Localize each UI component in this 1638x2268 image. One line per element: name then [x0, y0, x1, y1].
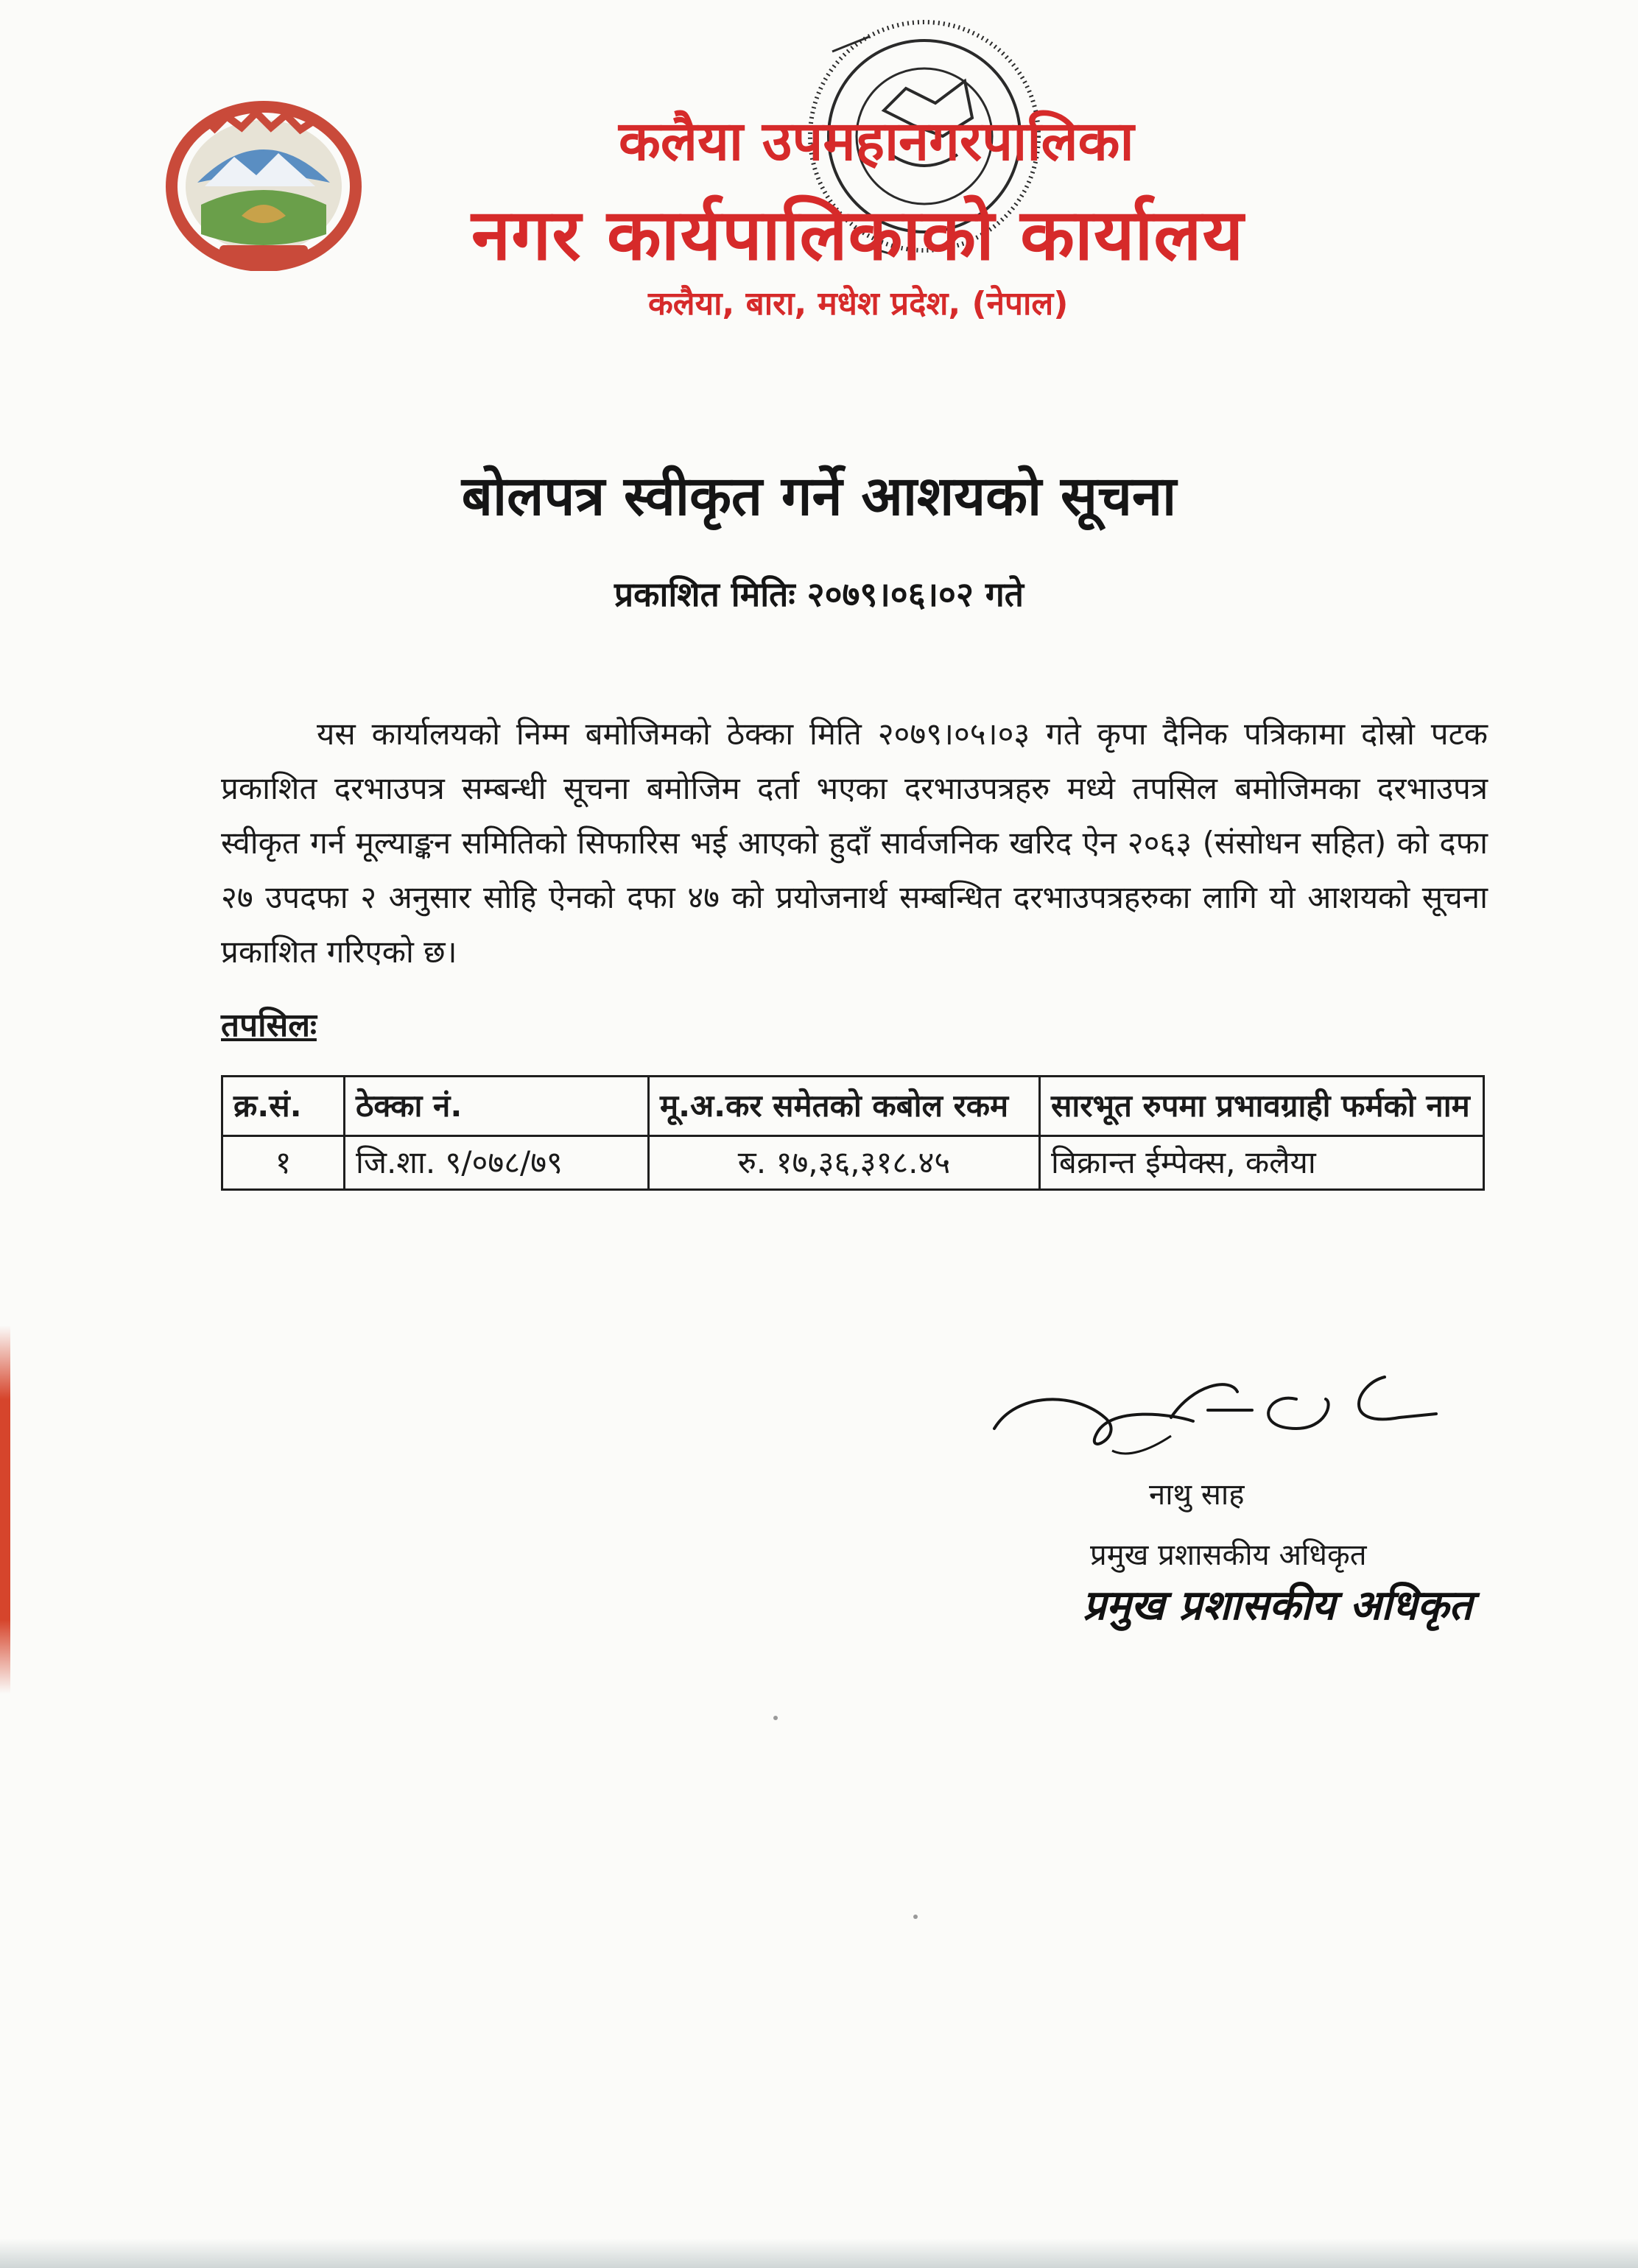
nepal-emblem-logo	[161, 87, 367, 271]
header-serial-number: क्र.सं.	[222, 1077, 345, 1136]
signer-name: नाथु साह	[1149, 1478, 1245, 1512]
paper-speck	[913, 1915, 918, 1919]
header-contract-number: ठेक्का नं.	[345, 1077, 649, 1136]
details-table	[221, 1075, 1485, 1191]
table-header-row	[222, 1077, 1484, 1136]
table-row	[222, 1136, 1484, 1190]
cell-contract-number: जि.शा. ९/०७८/७९	[345, 1136, 649, 1190]
cell-serial-number: १	[222, 1136, 345, 1190]
header-firm-name: सारभूत रुपमा प्रभावग्राही फर्मको नाम	[1040, 1077, 1484, 1136]
page-edge-shadow	[0, 1325, 10, 1694]
office-address: कलैया, बारा, मधेश प्रदेश, (नेपाल)	[648, 285, 1069, 323]
handwritten-signature	[987, 1348, 1444, 1465]
notice-title: बोलपत्र स्वीकृत गर्ने आशयको सूचना	[461, 465, 1177, 528]
header-bid-amount: मू.अ.कर समेतको कबोल रकम	[649, 1077, 1040, 1136]
notice-body-paragraph: यस कार्यालयको निम्म बमोजिमको ठेक्का मिति २०७९।०५।०३ गते कृपा दैनिक पत्रिकामा दोस्रो पटक प्रकाशित दरभाउपत्र सम्बन्धी सूचना बमोजिम दर्ता भएका दरभाउपत्रहरु मध्ये तपसिल बमोजिमका दरभाउपत्र स्वीकृत गर्न मूल्याङ्कन समितिको सिफारिस भई आएको हुदाँ सार्वजनिक खरिद ऐन २०६३ (संसोधन सहित) को दफा २७ उपदफा २ अनुसार सोहि ऐनको दफा ४७ को प्रयोजनार्थ सम्बन्धित दरभाउपत्रहरुका लागि यो आशयको सूचना प्रकाशित गरिएको छ।	[221, 716, 1488, 970]
page-bottom-edge	[0, 2239, 1638, 2268]
designation-rubber-stamp: प्रमुख प्रशासकीय अधिकृत	[1083, 1582, 1473, 1630]
cell-bid-amount: रु. १७,३६,३१८.४५	[649, 1136, 1040, 1190]
municipality-name: कलैया उपमहानगरपालिका	[619, 110, 1134, 173]
cell-firm-name: बिक्रान्त ईम्पेक्स, कलैया	[1040, 1136, 1484, 1190]
details-label: तपसिलः	[221, 1007, 317, 1044]
published-date: प्रकाशित मितिः २०७९।०६।०२ गते	[614, 574, 1024, 614]
signer-designation: प्रमुख प्रशासकीय अधिकृत	[1090, 1538, 1367, 1572]
office-name: नगर कार्यपालिकाको कार्यालय	[471, 194, 1245, 276]
paper-speck	[773, 1716, 778, 1720]
